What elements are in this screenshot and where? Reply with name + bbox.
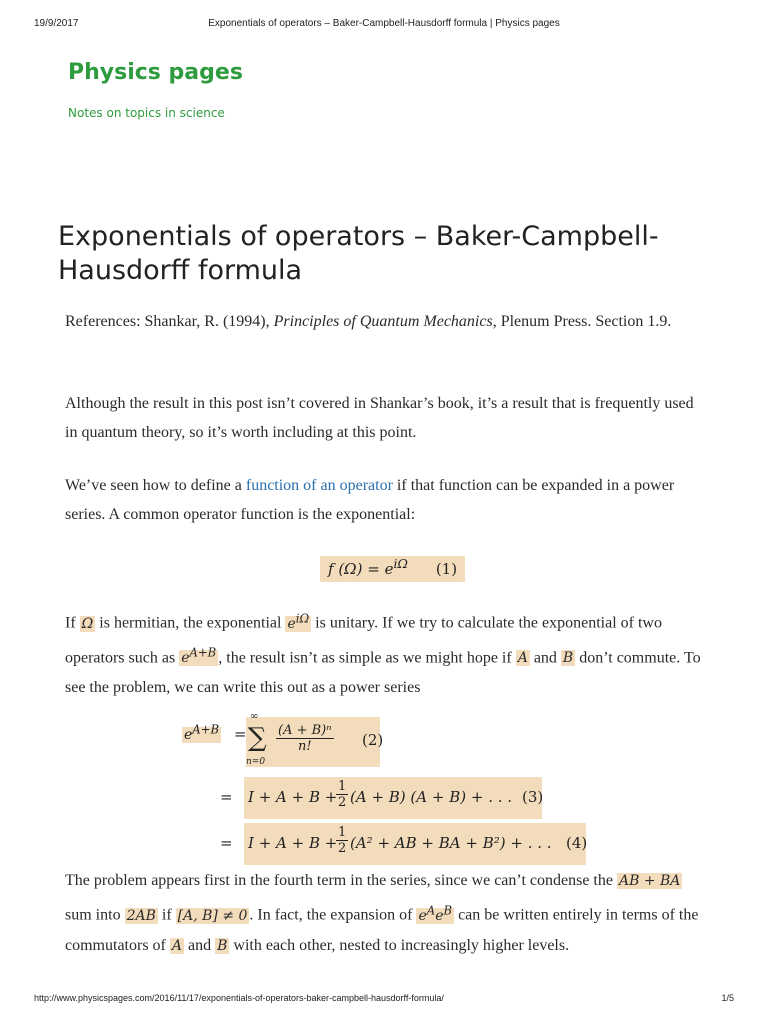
references-paragraph	[65, 307, 705, 336]
para4-text-c: if	[157, 906, 176, 924]
eq2-frac-den: n!	[297, 739, 312, 754]
math-commutator: [A, B] ≠ 0	[177, 907, 248, 924]
eq2-lhs-sup: A+B	[192, 722, 220, 736]
para4-text-d: . In fact, the expansion of	[249, 906, 417, 924]
para3-text-c: is unitary. If we try to calculate the exponential of two operators such as	[65, 614, 662, 667]
eq1-number: (1)	[435, 560, 458, 578]
eq2-lhs-base: e	[184, 726, 193, 743]
function-of-operator-link[interactable]: function of an operator	[245, 477, 393, 494]
print-title: Exponentials of operators – Baker-Campbell-Hausdorff formula | Physics pages	[208, 18, 560, 29]
eq1-body: f (Ω) = e	[328, 560, 394, 578]
math-eb-base: e	[435, 907, 444, 924]
eq3-fraction	[336, 779, 348, 810]
eq2-lhs	[182, 722, 221, 743]
eq3-text-a: I + A + B +	[248, 788, 338, 806]
math-eab-base: e	[181, 650, 190, 667]
eq2-fraction	[276, 723, 334, 754]
para2-text-a: We’ve seen how to define a	[65, 477, 246, 494]
eq3-equals: =	[220, 788, 233, 806]
eq4-frac-num: 1	[338, 825, 347, 840]
site-title-link[interactable]: Physics pages	[68, 60, 243, 85]
eq3-frac-num: 1	[338, 779, 347, 794]
math-exp-iomega	[285, 611, 311, 632]
eq2-sum-bottom: n=0	[246, 757, 266, 767]
eq1-sup: iΩ	[393, 556, 408, 571]
ref-suffix: , Plenum Press. Section 1.9.	[492, 313, 672, 330]
site-tagline: Notes on topics in science	[68, 106, 225, 120]
post-title: Exponentials of operators – Baker-Campbell-Hausdorff formula	[58, 221, 659, 286]
para4-text-f: with each other, nested to increasingly higher levels.	[229, 936, 570, 954]
para4-text-b: sum into	[65, 906, 125, 924]
math-omega: Ω	[81, 615, 94, 632]
math-ea-eb	[416, 903, 454, 924]
eq2-number: (2)	[362, 731, 384, 749]
footer-url[interactable]: http://www.physicspages.com/2016/11/17/exponentials-of-operators-baker-campbell-hausdorff-formula/	[34, 993, 444, 1003]
eq2-sum-symbol: ∑	[248, 723, 267, 753]
footer-page-number: 1/5	[721, 993, 734, 1003]
equation-4	[244, 823, 586, 865]
commutator-paragraph	[65, 866, 705, 961]
math-eb-sup: B	[443, 903, 453, 917]
math-exp-sup: iΩ	[295, 611, 310, 625]
eq4-text-b: (A² + AB + BA + B²) + . . .	[350, 834, 552, 852]
para4-text-a: The problem appears first in the fourth term in the series, since we can’t condense the	[65, 872, 617, 889]
eq3-frac-den: 2	[338, 795, 347, 810]
eq4-equals-row	[220, 834, 233, 852]
ref-book: Principles of Quantum Mechanics	[273, 313, 493, 330]
para3-text-d: , the result isn’t as simple as we might hope if	[218, 649, 516, 667]
math-exp-base: e	[287, 615, 296, 632]
print-date: 19/9/2017	[34, 18, 79, 29]
equation-1	[320, 556, 465, 578]
math-b: B	[562, 650, 574, 667]
eq2-frac-num: (A + B)ⁿ	[278, 723, 332, 738]
eq4-frac-den: 2	[338, 841, 347, 856]
math-ea-sup: A	[426, 903, 436, 917]
eq4-fraction	[336, 825, 348, 856]
math-ab-plus-ba: AB + BA	[618, 873, 681, 889]
eq2-rhs	[246, 711, 384, 767]
eq4-text-a: I + A + B +	[248, 834, 338, 852]
para3-text-b: is hermitian, the exponential	[95, 614, 286, 632]
intro-paragraph: Although the result in this post isn’t covered in Shankar’s book, it’s a result that is frequently used in quantum theory, so it’s worth including at this point.	[65, 395, 694, 441]
eq3-number: (3)	[522, 788, 544, 806]
eq3-equals-row	[220, 788, 233, 806]
hermitian-paragraph	[65, 604, 705, 702]
para3-and: and	[529, 649, 561, 667]
eq3-text-b: (A + B) (A + B) + . . .	[350, 788, 513, 806]
definition-paragraph	[65, 471, 705, 529]
math-2ab: 2AB	[126, 907, 156, 924]
equation-3	[244, 777, 542, 819]
math-eab-sup: A+B	[189, 645, 217, 660]
eq2-equals: =	[233, 724, 247, 743]
ref-prefix: References: Shankar, R. (1994),	[65, 313, 274, 330]
para4-text-e: can be written entirely in terms of the commutators of	[65, 906, 699, 954]
math-b-2: B	[217, 937, 228, 954]
eq2-sum-top: ∞	[250, 711, 259, 722]
eq4-equals: =	[220, 834, 233, 852]
math-ea-base: e	[418, 907, 427, 924]
math-a: A	[517, 650, 528, 667]
math-a-2: A	[171, 937, 182, 954]
eq4-number: (4)	[566, 834, 588, 852]
para3-text-a: If	[65, 614, 80, 632]
math-exp-ab	[179, 645, 218, 667]
equation-2	[182, 722, 254, 743]
para3-text-e: don’t commute. To see the problem, we can write this out as a power series	[65, 649, 701, 697]
para2-text-b: if that function can be expanded in a power series. A common operator function is the exponential:	[65, 477, 675, 523]
para4-and: and	[184, 936, 216, 954]
